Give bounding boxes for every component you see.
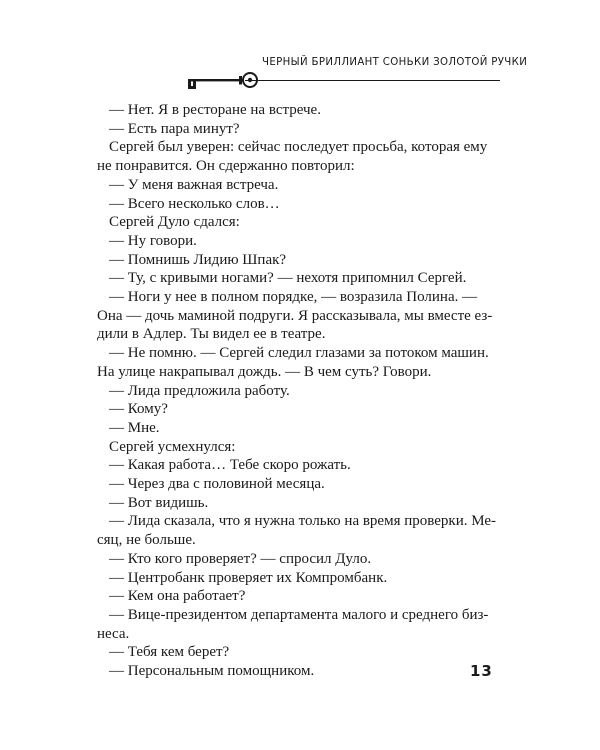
text-line: — Через два с половиной месяца. <box>109 476 325 493</box>
text-line: — Кому? <box>109 401 168 418</box>
text-line: — Кем она работает? <box>109 588 246 605</box>
text-line: — Центробанк проверяет их Компромбанк. <box>109 569 388 586</box>
text-line: — Кто кого проверяет? — спросил Дуло. <box>109 550 372 567</box>
text-line: — Вице-президентом департамента малого и среднего биз- <box>109 606 489 623</box>
text-line: На улице накрапывал дождь. — В чем суть? Говори. <box>97 363 432 380</box>
text-line: не понравится. Он сдержанно повторил: <box>97 158 355 175</box>
text-line: — Тебя кем берет? <box>109 644 230 661</box>
text-line: — Ту, с кривыми ногами? — нехотя припомнил Сергей. <box>109 270 467 287</box>
text-line: Сергей Дуло сдался: <box>109 214 240 231</box>
text-line: — Всего несколько слов… <box>109 195 280 212</box>
text-line: дили в Адлер. Ты видел ее в театре. <box>97 326 326 343</box>
text-line: — Есть пара минут? <box>109 120 240 137</box>
running-header: ЧЕРНЫЙ БРИЛЛИАНТ СОНЬКИ ЗОЛОТОЙ РУЧКИ <box>262 57 528 68</box>
header-rule <box>245 80 500 81</box>
text-line: — Вот видишь. <box>109 494 209 511</box>
key-icon <box>184 70 264 92</box>
body-text <box>97 101 500 681</box>
text-line: Сергей был уверен: сейчас последует просьба, которая ему <box>109 139 488 156</box>
text-line: — Нет. Я в ресторане на встрече. <box>109 102 321 118</box>
text-line: — Помнишь Лидию Шпак? <box>109 251 287 268</box>
text-line: Она — дочь маминой подруги. Я рассказывала, мы вместе ез- <box>97 307 493 324</box>
text-line: сяц, не больше. <box>97 532 196 549</box>
text-line: — Не помню. — Сергей следил глазами за потоком машин. <box>109 345 489 362</box>
text-line: неса. <box>97 625 130 642</box>
text-line: — Ноги у нее в полном порядке, — возразила Полина. — <box>109 289 478 306</box>
text-line: — Персональным помощником. <box>109 663 315 680</box>
text-line: — Какая работа… Тебе скоро рожать. <box>109 457 351 474</box>
text-line: — Лида предложила работу. <box>109 382 290 399</box>
text-line: — У меня важная встреча. <box>109 176 279 193</box>
page-number: 13 <box>470 662 493 680</box>
text-line: — Лида сказала, что я нужна только на время проверки. Ме- <box>109 513 497 530</box>
text-line: — Ну говори. <box>109 232 197 249</box>
text-line: Сергей усмехнулся: <box>109 438 236 455</box>
text-line: — Мне. <box>109 419 160 436</box>
